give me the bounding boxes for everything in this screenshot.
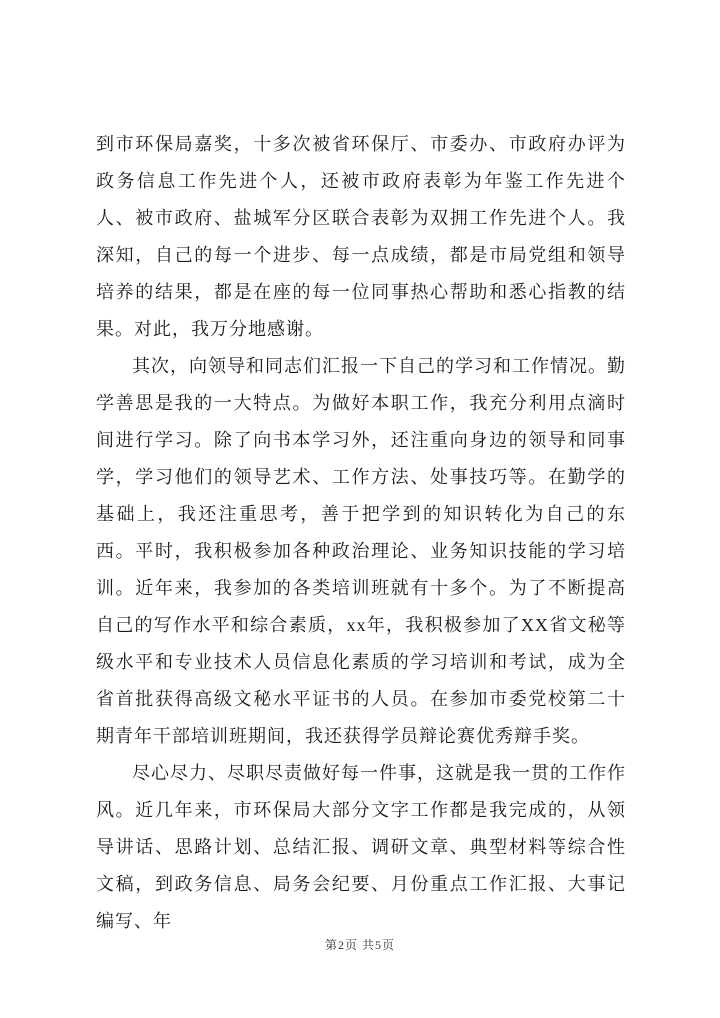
- page-number-indicator: 第2页 共5页: [324, 938, 395, 952]
- document-body: [96, 126, 626, 940]
- paragraph: 其次，向领导和同志们汇报一下自己的学习和工作情况。勤学善思是我的一大特点。为做好本职工作，我充分利用点滴时间进行学习。除了向书本学习外，还注重向身边的领导和同事学，学习他们的领导艺术、工作方法、处事技巧等。在勤学的基础上，我还注重思考，善于把学到的知识转化为自己的东西。平时，我积极参加各种政治理论、业务知识技能的学习培训。近年来，我参加的各类培训班就有十多个。为了不断提高自己的写作水平和综合素质，xx年，我积极参加了XX省文秘等级水平和专业技术人员信息化素质的学习培训和考试，成为全省首批获得高级文秘水平证书的人员。在参加市委党校第二十期青年干部培训班期间，我还获得学员辩论赛优秀辩手奖。: [96, 356, 626, 746]
- paragraph: 尽心尽力、尽职尽责做好每一件事，这就是我一贯的工作作风。近几年来，市环保局大部分文字工作都是我完成的，从领导讲话、思路计划、总结汇报、调研文章、典型材料等综合性文稿，到政务信息、局务会纪要、月份重点工作汇报、大事记编写、年: [96, 763, 626, 931]
- paragraph: 到市环保局嘉奖，十多次被省环保厅、市委办、市政府办评为政务信息工作先进个人，还被市政府表彰为年鉴工作先进个人、被市政府、盐城军分区联合表彰为双拥工作先进个人。我深知，自己的每一个进步、每一点成绩，都是市局党组和领导培养的结果，都是在座的每一位同事热心帮助和悉心指教的结果。对此，我万分地感谢。: [96, 134, 626, 339]
